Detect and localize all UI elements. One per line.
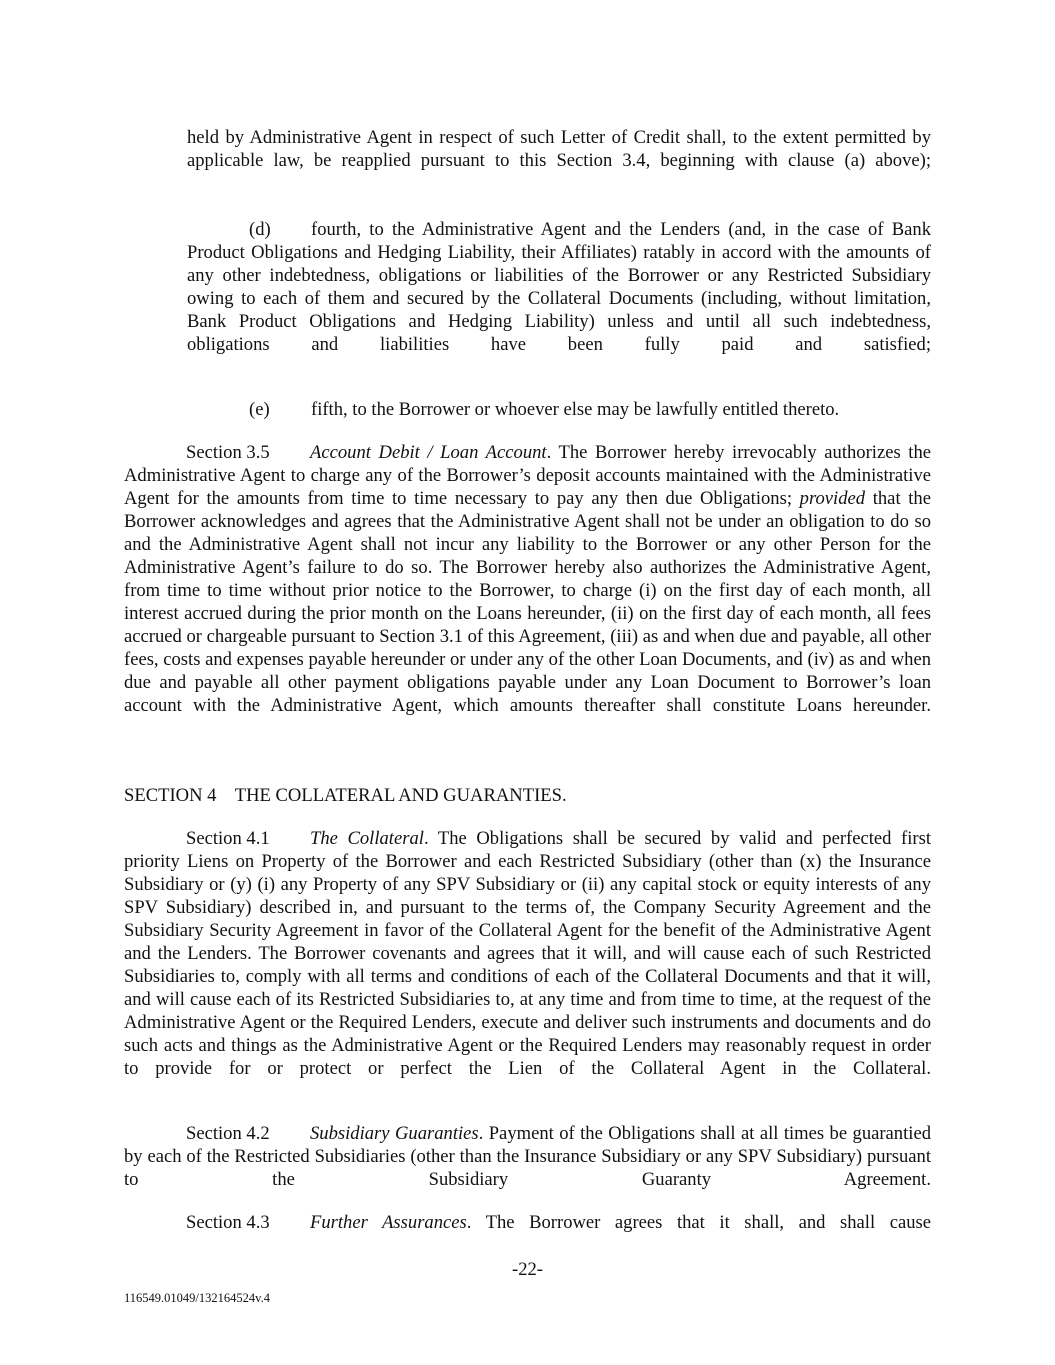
section-number: Section 4.3 xyxy=(186,1212,270,1233)
section-3-5: Section 3.5 Account Debit / Loan Account. The Borrower hereby irrevocably authorizes the Administrative Agent to charge any of the Borrower’s deposit accounts maintained with the Administrative Agent for the amounts from time to time necessary to pay any then due Obligations; provided that the Borrower acknowledges and agrees that the Administrative Agent shall not be under an obligation to do so and the Administrative Agent shall not incur any liability to the Borrower or any other Person for the Administrative Agent’s failure to do so. The Borrower hereby also authorizes the Administrative Agent, from time to time without prior notice to the Borrower, to charge (i) on the first day of each month, all interest accrued during the prior month on the Loans hereunder, (ii) on the first day of each month, all fees accrued or chargeable pursuant to Section 3.1 of this Agreement, (iii) as and when due and payable, all other fees, costs and expenses payable hereunder or under any of the other Loan Documents, and (iv) as and when due and payable all other payment obligations payable under any Loan Document to Borrower’s loan account with the Administrative Agent, which amounts thereafter shall constitute Loans hereunder. xyxy=(124,442,932,716)
clause-e xyxy=(187,398,931,421)
section-number: Section 4.1 xyxy=(186,828,270,849)
section-4-3: Section 4.3 Further Assurances. The Borrower agrees that it shall, and shall cause xyxy=(186,1212,931,1233)
clause-label: (e) xyxy=(249,399,270,420)
heading-text: SECTION 4 THE COLLATERAL AND GUARANTIES. xyxy=(124,785,567,806)
section-text: that the Borrower acknowledges and agrees that the Administrative Agent shall not be under an obligation to do so and the Administrative Agent shall not incur any liability to the Borrower or any other Person for the Administrative Agent’s failure to do so. The Borrower hereby also authorizes the Administrative Agent, from time to time without prior notice to the Borrower, to charge (i) on the first day of each month, all interest accrued during the prior month on the Loans hereunder, (ii) on the first day of each month, all fees accrued or chargeable pursuant to Section 3.1 of this Agreement, (iii) as and when due and payable, all other fees, costs and expenses payable hereunder or under any of the other Loan Documents, and (iv) as and when due and payable all other payment obligations payable under any Loan Document to Borrower’s loan account with the Administrative Agent, which amounts thereafter shall constitute Loans hereunder. xyxy=(124,488,931,716)
section-text: The Borrower hereby irrevocably authorizes the Administrative Agent to charge any of the Borrower’s deposit accounts maintained with the Administrative Agent for the amounts from time to time necessary to pay any then due Obligations; xyxy=(124,442,932,509)
document-id: 116549.01049/132164524v.4 xyxy=(124,1291,270,1305)
provided-term: provided xyxy=(799,488,866,509)
paragraph-text: held by Administrative Agent in respect of such Letter of Credit shall, to the extent permitted by applicable law, be reapplied pursuant to this Section 3.4, beginning with clause (a) above); xyxy=(187,127,931,171)
section-4-1: Section 4.1 The Collateral. The Obligations shall be secured by valid and perfected first priority Liens on Property of the Borrower and each Restricted Subsidiary (other than (x) the Insurance Subsidiary or (y) (i) any Property of any SPV Subsidiary or (ii) any capital stock or equity interests of any SPV Subsidiary) described in, and pursuant to the terms of, the Company Security Agreement and the Subsidiary Security Agreement in favor of the Collateral Agent for the benefit of the Administrative Agent and the Lenders. The Borrower covenants and agrees that it will, and will cause each of such Restricted Subsidiaries to, comply with all terms and conditions of each of the Collateral Documents and that it will, and will cause each of its Restricted Subsidiaries to, at any time and from time to time, at the request of the Administrative Agent or the Required Lenders, execute and deliver such instruments and documents and do such acts and things as the Administrative Agent or the Required Lenders may reasonably request in order to provide for or protect or perfect the Lien of the Collateral Agent in the Collateral. xyxy=(124,828,932,1079)
section-number: Section 3.5 xyxy=(186,442,270,463)
clause-text: fifth, to the Borrower or whoever else may be lawfully entitled thereto. xyxy=(311,399,840,420)
section-title: Further Assurances xyxy=(310,1212,467,1233)
paragraph-carryover xyxy=(187,126,931,195)
page-number: -22- xyxy=(512,1259,543,1280)
section-number: Section 4.2 xyxy=(186,1123,270,1144)
clause-text: fourth, to the Administrative Agent and the Lenders (and, in the case of Bank Product Obligations and Hedging Liability, their Affiliates) ratably in accord with the amounts of any other indebtedness, obligations or liabilities of the Borrower or any Restricted Subsidiary owing to each of them and secured by the Collateral Documents (including, without limitation, Bank Product Obligations and Hedging Liability) unless and until all such indebtedness, obligations and liabilities have been fully paid and satisfied; xyxy=(187,219,931,355)
section-title: Subsidiary Guaranties xyxy=(310,1123,479,1144)
section-text: The Borrower agrees that it shall, and shall cause xyxy=(471,1212,931,1233)
clause-label: (d) xyxy=(249,219,271,240)
section-text: Payment of the Obligations shall at all times be guarantied by each of the Restricted Subsidiaries (other than the Insurance Subsidiary or any SPV Subsidiary) pursuant to the Subsidiary Guaranty Agreement. xyxy=(124,1123,931,1190)
clause-d xyxy=(187,218,931,379)
section-text: The Obligations shall be secured by valid and perfected first priority Liens on Property of the Borrower and each Restricted Subsidiary (other than (x) the Insurance Subsidiary or (y) (i) any Property of any SPV Subsidiary or (ii) any capital stock or equity interests of any SPV Subsidiary) described in, and pursuant to the terms of, the Company Security Agreement and the Subsidiary Security Agreement in favor of the Collateral Agent for the benefit of the Administrative Agent and the Lenders. The Borrower covenants and agrees that it will, and will cause each of such Restricted Subsidiaries to, comply with all terms and conditions of each of the Collateral Documents and that it will, and will cause each of its Restricted Subsidiaries to, at any time and from time to time, at the request of the Administrative Agent or the Required Lenders, execute and deliver such instruments and documents and do such acts and things as the Administrative Agent or the Required Lenders may reasonably request in order to provide for or protect or perfect the Lien of the Collateral Agent in the Collateral. xyxy=(124,828,932,1079)
section-title: The Collateral xyxy=(310,828,424,849)
section-title: Account Debit / Loan Account xyxy=(310,442,547,463)
section-4-heading xyxy=(124,784,931,807)
section-4-2: Section 4.2 Subsidiary Guaranties. Payment of the Obligations shall at all times be guarantied by each of the Restricted Subsidiaries (other than the Insurance Subsidiary or any SPV Subsidiary) pursuant to the Subsidiary Guaranty Agreement. xyxy=(124,1123,931,1190)
